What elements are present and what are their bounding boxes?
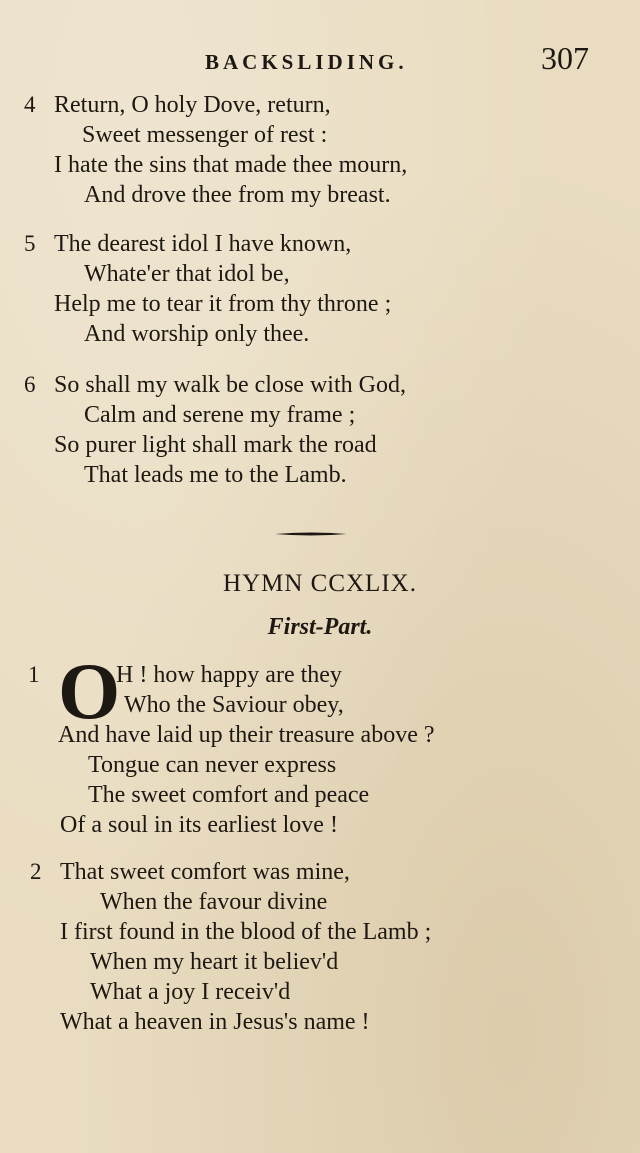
running-header: BACKSLIDING. [205, 50, 408, 74]
verse-line: That leads me to the Lamb. [84, 462, 347, 488]
stanza-number: 6 [24, 372, 36, 397]
ornament-divider [275, 531, 347, 537]
verse-line: The sweet comfort and peace [88, 782, 370, 808]
stanza-number: 5 [24, 231, 36, 256]
verse-line: Who the Saviour obey, [124, 692, 344, 718]
verse-line: Help me to tear it from thy throne ; [54, 291, 392, 317]
verse-line: Return, O holy Dove, return, [54, 92, 331, 118]
drop-cap: O [58, 648, 121, 736]
verse-line: What a heaven in Jesus's name ! [60, 1009, 370, 1035]
verse-line: H ! how happy are they [116, 662, 342, 688]
stanza-number: 2 [30, 859, 42, 884]
verse-line: When my heart it believ'd [90, 949, 339, 975]
verse-line: The dearest idol I have known, [54, 231, 352, 257]
verse-line: Of a soul in its earliest love ! [60, 812, 338, 838]
verse-line: And drove thee from my breast. [84, 182, 391, 208]
verse-line: Whate'er that idol be, [84, 261, 290, 287]
verse-line: And have laid up their treasure above ? [58, 722, 435, 748]
verse-line: When the favour divine [100, 889, 328, 915]
verse-line: So purer light shall mark the road [54, 432, 377, 458]
stanza-number: 4 [24, 92, 36, 117]
verse-line: I first found in the blood of the Lamb ; [60, 919, 432, 945]
verse-line: So shall my walk be close with God, [54, 372, 406, 398]
verse-line: That sweet comfort was mine, [60, 859, 350, 885]
verse-line: Sweet messenger of rest : [82, 122, 328, 148]
verse-line: What a joy I receiv'd [90, 979, 291, 1005]
verse-line: Calm and serene my frame ; [84, 402, 356, 428]
part-title: First-Part. [267, 614, 373, 640]
page-number: 307 [541, 40, 589, 76]
hymn-title: HYMN CCXLIX. [223, 570, 417, 597]
stanza-number: 1 [28, 662, 40, 687]
verse-line: I hate the sins that made thee mourn, [54, 152, 408, 178]
verse-line: Tongue can never express [88, 752, 337, 778]
verse-line: And worship only thee. [84, 321, 310, 347]
